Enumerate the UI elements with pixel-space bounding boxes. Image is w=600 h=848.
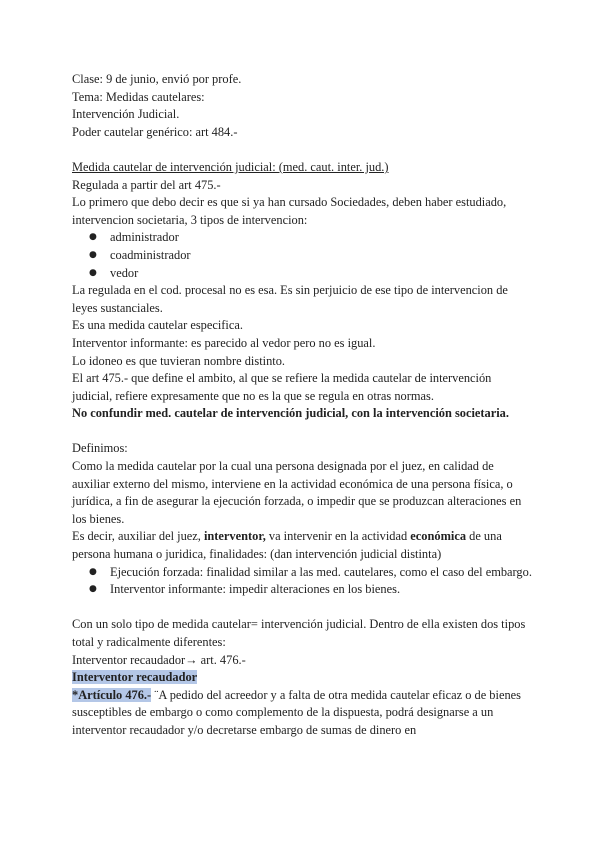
intervention-types-list xyxy=(72,229,532,282)
art475-paragraph: El art 475.- que define el ambito, al que se refiere la medida cautelar de intervención judicial, refiere expresamente que no es la que se regula en otras normas. xyxy=(72,371,492,403)
text-run-bold: interventor, xyxy=(203,529,266,544)
article-paragraph xyxy=(72,687,532,740)
purposes-list xyxy=(72,564,532,599)
highlighted-heading-line xyxy=(72,669,532,687)
definimos-label: Definimos: xyxy=(72,441,128,456)
judicial-intervention-line: Intervención Judicial. xyxy=(72,107,180,122)
list-item: ● vedor xyxy=(110,265,532,283)
text-run: de una persona humana o juridica, finalidades: (dan intervención judicial distinta) xyxy=(72,529,502,562)
list-item: ● administrador xyxy=(110,229,532,247)
list-item: ● coadministrador xyxy=(110,247,532,265)
section-heading: Medida cautelar de intervención judicial: (med. caut. inter. jud.) xyxy=(72,159,389,174)
article-text: ¨A pedido del acreedor y a falta de otra medida cautelar eficaz o de bienes susceptibles de embargo o como complemento de la dispuesta, podrá designarse a un interventor recaudador y/o decretarse embargo de sumas de dinero en xyxy=(72,687,521,737)
ideal-line: Lo idoneo es que tuvieran nombre distinto. xyxy=(72,353,286,368)
judge-assistant-paragraph xyxy=(72,528,532,563)
spacer xyxy=(72,141,532,159)
document-body xyxy=(72,71,532,740)
text-run: Es decir, auxiliar del juez, xyxy=(72,529,204,544)
definition-paragraph: Como la medida cautelar por la cual una persona designada por el juez, en calidad de auxiliar externo del mismo, interviene en la actividad económica de una persona física, o jurídica, a fin de asegurar la ejecución forzada, o impedir que se produzcan alteraciones en los bienes. xyxy=(72,459,522,526)
generic-power-line: Poder cautelar genérico: art 484.- xyxy=(72,124,238,139)
regulated-paragraph: La regulada en el cod. procesal no es esa. Es sin perjuicio de ese tipo de intervencion de leyes sustanciales. xyxy=(72,283,508,315)
collector-reference-line: Interventor recaudador→ art. 476.- xyxy=(72,652,246,667)
warning-note: No confundir med. cautelar de intervención judicial, con la intervención societaria. xyxy=(72,406,509,421)
spacer xyxy=(72,599,532,617)
spacer xyxy=(72,423,532,441)
regulated-line: Regulada a partir del art 475.- xyxy=(72,177,221,192)
informant-line: Interventor informante: es parecido al vedor pero no es igual. xyxy=(72,335,376,350)
topic-line: Tema: Medidas cautelares: xyxy=(72,89,205,104)
specific-line: Es una medida cautelar especifica. xyxy=(72,318,243,333)
single-type-paragraph: Con un solo tipo de medida cautelar= intervención judicial. Dentro de ella existen dos tipos total y radicalmente diferentes: xyxy=(72,617,526,649)
list-item: ● Ejecución forzada: finalidad similar a las med. cautelares, como el caso del embargo. xyxy=(110,564,532,582)
article-label: *Artículo 476.- xyxy=(72,687,152,702)
text-run-bold: económica xyxy=(410,529,467,544)
highlighted-heading: Interventor recaudador xyxy=(72,670,198,685)
list-item: ● Interventor informante: impedir alteraciones en los bienes. xyxy=(110,581,532,599)
class-date-line: Clase: 9 de junio, envió por profe. xyxy=(72,72,242,86)
intro-paragraph: Lo primero que debo decir es que si ya han cursado Sociedades, deben haber estudiado, intervencion societaria, 3 tipos de intervencion: xyxy=(72,195,507,227)
text-run: va intervenir en la actividad xyxy=(265,529,411,544)
